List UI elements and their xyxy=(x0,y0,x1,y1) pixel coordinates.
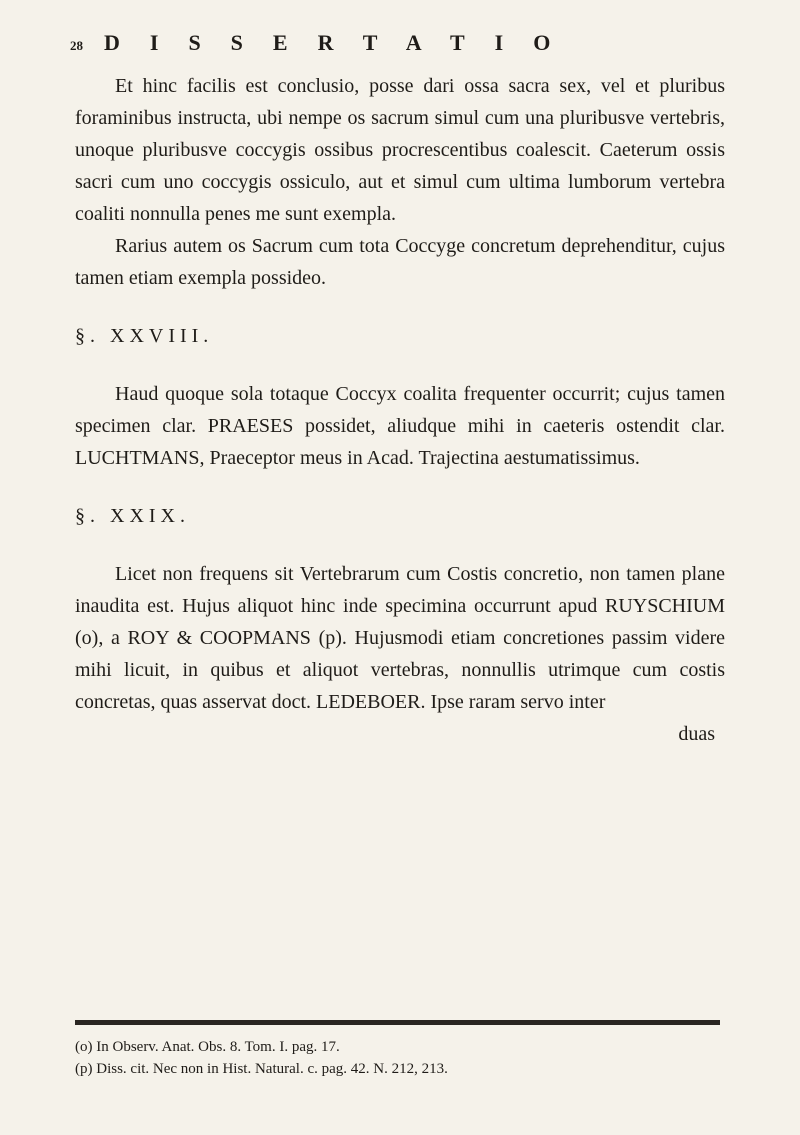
catchword: duas xyxy=(678,723,715,745)
footnotes xyxy=(75,1036,725,1080)
paragraph-4: Licet non frequens sit Vertebrarum cum Costis concretio, non tamen plane inaudita est. Hujus aliquot hinc inde specimina occurrunt apud RUYSCHIUM (o), a ROY & COOPMANS (p). Hujusmodi etiam concretiones passim videre mihi licuit, in quibus et aliquot vertebras, nonnullis utrimque cum costis concretas, quas asservat doct. LEDEBOER. Ipse raram servo inter xyxy=(75,563,725,713)
paragraph-3: Haud quoque sola totaque Coccyx coalita frequenter occurrit; cujus tamen specimen clar. PRAESES possidet, aliudque mihi in caeteris ostendit clar. LUCHTMANS, Praeceptor meus in Acad. Trajectina aestumatissimus. xyxy=(75,383,725,469)
section-heading-28: §. XXVIII. xyxy=(75,325,214,347)
running-title: DISSERTATIO xyxy=(104,30,581,55)
paragraph-2: Rarius autem os Sacrum cum tota Coccyge concretum deprehenditur, cujus tamen etiam exempla possideo. xyxy=(75,235,725,289)
section-heading-29: §. XXIX. xyxy=(75,505,190,527)
footnote-p: (p) Diss. cit. Nec non in Hist. Natural. c. pag. 42. N. 212, 213. xyxy=(75,1061,448,1077)
footnote-o: (o) In Observ. Anat. Obs. 8. Tom. I. pag. 17. xyxy=(75,1039,340,1055)
footnote-rule xyxy=(75,1020,720,1025)
page-header xyxy=(70,30,710,56)
body-text xyxy=(75,70,725,750)
page-number: 28 xyxy=(70,38,83,53)
paragraph-1: Et hinc facilis est conclusio, posse dari ossa sacra sex, vel et pluribus foraminibus instructa, ubi nempe os sacrum simul cum una pluribusve vertebris, unoque pluribusve coccygis ossibus procrescentibus coalescit. Caeterum ossis sacri cum uno coccygis ossiculo, aut et simul cum ultima lumborum vertebra coaliti nonnulla penes me sunt exempla. xyxy=(75,75,725,225)
